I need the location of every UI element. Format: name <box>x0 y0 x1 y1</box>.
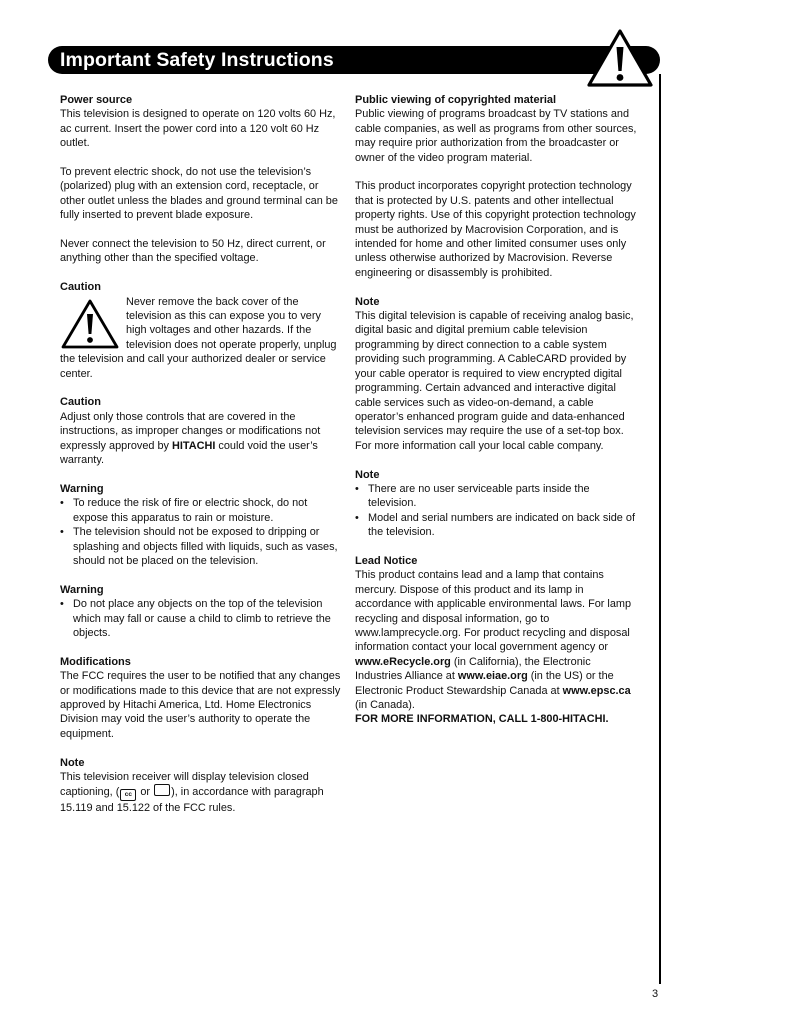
warning-section <box>60 482 342 568</box>
right-margin-rule <box>659 74 661 984</box>
section-heading: Power source <box>60 94 133 106</box>
text-run: (in Canada). <box>355 699 415 711</box>
warning-triangle-icon <box>586 28 654 88</box>
paragraph <box>60 770 342 816</box>
left-column <box>60 93 342 830</box>
caution-section <box>60 280 342 381</box>
serviceable-parts-note-section <box>355 468 640 540</box>
paragraph: To prevent electric shock, do not use the television’s (polarized) plug with an extension cord, receptacle, or other outlet unless the blades and ground terminal can be fully inserted to prevent blade exposure. <box>60 166 338 222</box>
paragraph <box>355 568 640 712</box>
paragraph: Never connect the television to 50 Hz, direct current, or anything other than the specified voltage. <box>60 238 326 265</box>
contact-line: FOR MORE INFORMATION, CALL 1-800-HITACHI. <box>355 713 609 726</box>
section-heading: Modifications <box>60 655 131 668</box>
closed-caption-note-section <box>60 756 342 816</box>
page-title: Important Safety Instructions <box>60 49 334 71</box>
text-run: This product contains lead and a lamp that contains mercury. Dispose of this product and its lamp in accordance with applicable environmental laws. For lamp recycling and disposal information, go to www.lamprecycle.org. For product recycling and disposal information contact your local government agency or <box>355 569 632 654</box>
list-item: • The television should not be exposed to dripping or splashing and objects filled with liquids, such as vases, should not be placed on the television. <box>60 525 342 568</box>
paragraph: This digital television is capable of receiving analog basic, digital basic and digital premium cable television programming by direct connection to a cable system providing such programming. A CableCARD provided by your cable operator is required to view encrypted digital programming. Certain advanced and interactive digital cable services such as video-on-demand, a cable operator’s enhanced program guide and data-enhanced television services may require the use of a set-top box. For more information call your local cable company. <box>355 310 634 452</box>
text-run: Adjust only those controls that are covered in the instructions, as improper changes or modifications not expressly approved by <box>60 410 321 452</box>
eiae-link: www.eiae.org <box>457 670 528 683</box>
caution-controls-section <box>60 395 342 467</box>
epsc-link: www.epsc.ca <box>562 684 631 697</box>
paragraph: This television is designed to operate on 120 volts 60 Hz, ac current. Insert the power cord into a 120 volt 60 Hz outlet. <box>60 108 336 150</box>
section-heading: Note <box>355 468 380 481</box>
list-item: • Model and serial numbers are indicated on back side of the television. <box>355 511 640 540</box>
paragraph <box>60 410 342 468</box>
warning-objects-section <box>60 583 342 641</box>
lead-notice-section <box>355 554 640 727</box>
section-heading: Warning <box>60 583 104 596</box>
section-heading: Public viewing of copyrighted material <box>355 94 557 106</box>
brand-name: HITACHI <box>172 439 216 452</box>
text-run: could void the user’s warranty. <box>60 439 318 467</box>
power-source-section <box>60 93 342 266</box>
paragraph: Never remove the back cover of the television as this can expose you to very high voltages and other hazards. If the television does not operate properly, unplug the television and call your authorized dealer or service center. <box>60 295 337 380</box>
bullet-list <box>60 496 342 568</box>
caution-triangle-icon <box>60 298 120 350</box>
text-run: (in California), the Electronic Industries Alliance at <box>355 655 591 683</box>
paragraph: This product incorporates copyright protection technology that is protected by U.S. patents and other intellectual property rights. Use of this copyright protection technology must be authorized by Macrovision Corporation, and is intended for home and other limited consumer uses only unless otherwise authorized by Macrovision. Reverse engineering or disassembly is prohibited. <box>355 180 636 279</box>
list-item: • Do not place any objects on the top of the television which may fall or cause a child to climb to retrieve the objects. <box>60 597 342 640</box>
page-number: 3 <box>652 988 659 1000</box>
text-run: (in the US) or the Electronic Product Stewardship Canada at <box>355 670 614 697</box>
erecycle-link: www.eRecycle.org <box>355 655 451 668</box>
list-item: • To reduce the risk of fire or electric shock, do not expose this apparatus to rain or moisture. <box>60 496 342 525</box>
closed-caption-icon: cc <box>120 789 136 801</box>
section-heading: Caution <box>60 281 101 294</box>
text-run: This television receiver will display television closed captioning, ( <box>60 770 309 799</box>
paragraph: Public viewing of programs broadcast by TV stations and cable companies, as well as programs from other sources, may require prior authorization from the broadcaster or owner of the video program material. <box>355 108 637 164</box>
section-heading: Note <box>355 295 380 308</box>
public-viewing-section <box>355 93 640 280</box>
section-heading: Note <box>60 756 85 769</box>
modifications-section <box>60 655 342 741</box>
bullet-list <box>60 597 342 640</box>
cablecard-note-section <box>355 295 640 453</box>
bullet-list <box>355 482 640 540</box>
caption-box-icon <box>154 784 170 796</box>
text-run: or <box>137 786 154 799</box>
section-heading: Lead Notice <box>355 554 418 567</box>
list-item: • There are no user serviceable parts inside the television. <box>355 482 640 511</box>
section-heading: Warning <box>60 482 104 495</box>
paragraph: The FCC requires the user to be notified that any changes or modifications made to this device that are not expressly approved by Hitachi America, Ltd. Home Electronics Division may void the user’s authority to operate the equipment. <box>60 670 341 740</box>
right-column <box>355 93 640 741</box>
section-heading: Caution <box>60 396 101 409</box>
title-bar <box>48 46 660 74</box>
text-run: ), in accordance with paragraph 15.119 and 15.122 of the FCC rules. <box>60 786 324 815</box>
